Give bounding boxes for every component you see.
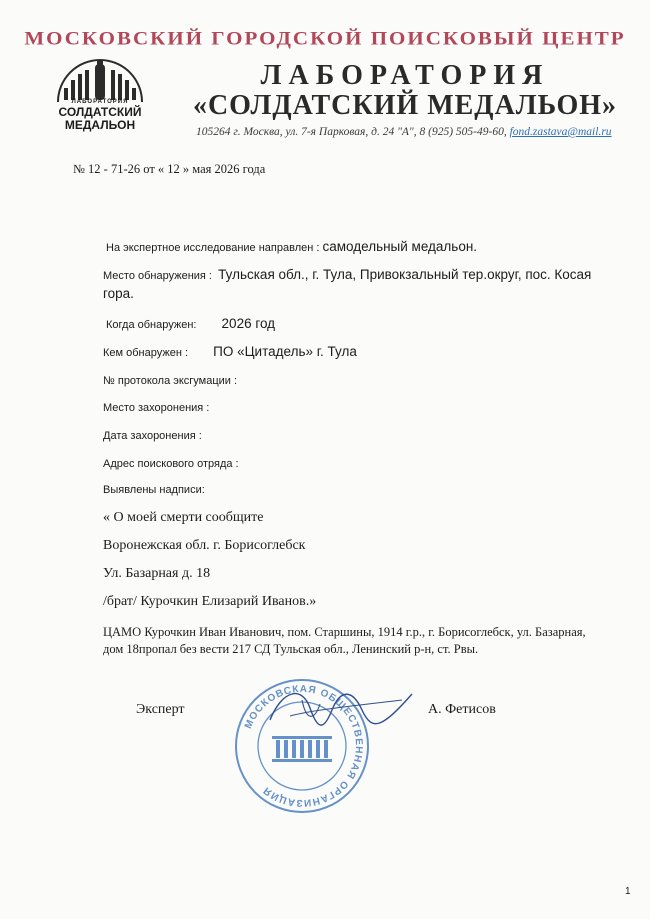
- expert-label: Эксперт: [136, 702, 185, 717]
- organization-header: МОСКОВСКИЙ ГОРОДСКОЙ ПОИСКОВЫЙ ЦЕНТР: [24, 27, 626, 50]
- inscription-line: Ул. Базарная д. 18: [103, 566, 211, 581]
- page-number: 1: [625, 886, 631, 897]
- field-value: гора.: [103, 286, 134, 301]
- sent-field: [106, 239, 477, 254]
- lab-title: ЛАБОРАТОРИЯ: [260, 60, 550, 91]
- field-value: Тульская обл., г. Тула, Привокзальный тер.округ, пос. Косая: [218, 267, 592, 282]
- tsamo-line: дом 18пропал без вести 217 СД Тульская обл., Ленинский р-н, ст. Рвы.: [103, 642, 479, 656]
- address-text: 105264 г. Москва, ул. 7-я Парковая, д. 24 "А", 8 (925) 505-49-60,: [196, 126, 510, 138]
- inscriptions-label: Выявлены надписи:: [103, 484, 205, 496]
- logo-caption-line: СОЛДАТСКИЙ: [58, 105, 142, 119]
- lab-name: «СОЛДАТСКИЙ МЕДАЛЬОН»: [192, 90, 618, 121]
- field-label: Кем обнаружен :: [103, 347, 189, 359]
- email-link[interactable]: fond.zastava@mail.ru: [509, 126, 612, 138]
- field-value: ПО «Цитадель» г. Тула: [213, 344, 357, 359]
- place-found-field-cont: [103, 286, 134, 301]
- svg-text:МОСКОВСКАЯ ОБЩЕСТВЕННАЯ ОРГАНИ: МОСКОВСКАЯ ОБЩЕСТВЕННАЯ ОРГАНИЗАЦИЯ: [243, 683, 365, 809]
- logo-caption: [50, 106, 150, 132]
- team-address-field-label: Адрес поискового отряда :: [103, 458, 239, 470]
- field-label: Когда обнаружен:: [106, 319, 197, 331]
- who-found-field: [103, 344, 357, 359]
- field-value: самодельный медальон.: [322, 239, 478, 254]
- protocol-field-label: № протокола эксгумации :: [103, 375, 238, 387]
- tsamo-reference: [103, 624, 613, 658]
- signature-icon: [262, 680, 422, 740]
- field-value: 2026 год: [221, 316, 276, 331]
- place-found-field: [103, 267, 591, 282]
- inscription-line: Воронежская обл. г. Борисоглебск: [103, 538, 306, 553]
- lab-address: [196, 126, 612, 138]
- expert-name: А. Фетисов: [428, 702, 496, 717]
- burial-date-field-label: Дата захоронения :: [103, 430, 202, 442]
- inscription-line: « О моей смерти сообщите: [103, 510, 264, 525]
- logo-caption-small: ЛАБОРАТОРИЯ: [71, 99, 129, 105]
- document-number: № 12 - 71-26 от « 12 » мая 2026 года: [73, 162, 266, 176]
- when-found-field: [106, 316, 275, 331]
- field-label: Место обнаружения :: [103, 270, 212, 282]
- field-label: На экспертное исследование направлен :: [106, 242, 320, 254]
- inscription-line: /брат/ Курочкин Елизарий Иванов.»: [103, 594, 317, 609]
- burial-place-field-label: Место захоронения :: [103, 402, 210, 414]
- logo-caption-line: МЕДАЛЬОН: [64, 118, 136, 132]
- tsamo-line: ЦАМО Курочкин Иван Иванович, пом. Старшины, 1914 г.р., г. Борисоглебск, ул. Базарная,: [103, 625, 586, 639]
